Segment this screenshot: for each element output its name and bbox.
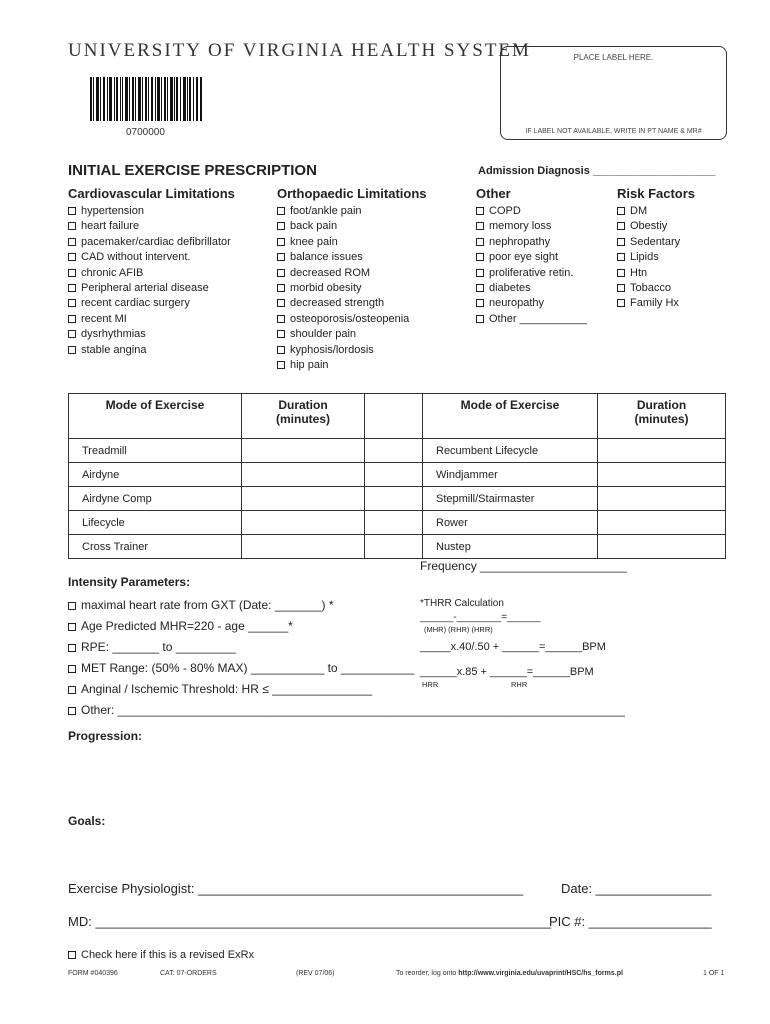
checkbox-icon[interactable] xyxy=(68,238,76,246)
revised-checkbox-item[interactable] xyxy=(68,949,254,961)
intensity-label: Other: ____________________________________________________________________________ xyxy=(81,703,625,717)
mode-cell: Windjammer xyxy=(423,463,598,487)
checkbox-label: Obestiy xyxy=(630,220,668,233)
md-signature-field[interactable]: MD: _______________________________________________________________ xyxy=(68,914,551,929)
label-box-instruction: PLACE LABEL HERE. xyxy=(573,53,654,62)
checkbox-label: decreased ROM xyxy=(290,266,371,279)
checkbox-icon[interactable] xyxy=(277,253,285,261)
checkbox-icon[interactable] xyxy=(68,284,76,292)
checkbox-item[interactable] xyxy=(68,281,231,296)
checkbox-item[interactable] xyxy=(277,312,409,327)
pic-field[interactable]: PIC #: _________________ xyxy=(549,914,712,929)
checkbox-label: recent cardiac surgery xyxy=(81,297,190,310)
checkbox-icon[interactable] xyxy=(68,602,76,610)
checkbox-item[interactable] xyxy=(68,250,231,265)
checkbox-icon[interactable] xyxy=(617,299,625,307)
checkbox-item[interactable] xyxy=(617,235,680,250)
duration-input[interactable] xyxy=(242,439,365,463)
checkbox-label: diabetes xyxy=(489,282,531,295)
intensity-item-age-mhr[interactable] xyxy=(68,619,293,633)
checkbox-label: morbid obesity xyxy=(290,282,362,295)
checkbox-icon[interactable] xyxy=(68,299,76,307)
mode-cell: Airdyne xyxy=(69,463,242,487)
checkbox-label: COPD xyxy=(489,205,521,217)
checkbox-icon[interactable] xyxy=(277,269,285,277)
checkbox-item[interactable] xyxy=(68,296,231,311)
checkbox-icon[interactable] xyxy=(277,315,285,323)
checkbox-item[interactable] xyxy=(476,204,587,219)
duration-header-left: Duration (minutes) xyxy=(242,394,365,439)
barcode-icon xyxy=(90,77,202,121)
checkbox-label: poor eye sight xyxy=(489,251,559,264)
table-row xyxy=(69,487,726,511)
checkbox-icon[interactable] xyxy=(68,253,76,261)
duration-input[interactable] xyxy=(598,511,726,535)
checkbox-icon[interactable] xyxy=(68,315,76,323)
checkbox-item[interactable] xyxy=(476,266,587,281)
checkbox-label: recent MI xyxy=(81,312,127,325)
checkbox-item[interactable] xyxy=(277,327,409,342)
duration-input[interactable] xyxy=(598,439,726,463)
cardio-list xyxy=(68,204,231,358)
checkbox-label: Lipids xyxy=(630,251,659,264)
progression-heading: Progression: xyxy=(68,729,143,743)
checkbox-item[interactable] xyxy=(68,343,231,358)
intensity-item-met[interactable] xyxy=(68,661,414,675)
duration-input[interactable] xyxy=(242,535,365,559)
intensity-item-anginal[interactable] xyxy=(68,682,372,696)
mode-cell: Nustep xyxy=(423,535,598,559)
checkbox-label: neuropathy xyxy=(489,297,545,310)
duration-input[interactable] xyxy=(598,487,726,511)
checkbox-icon[interactable] xyxy=(617,284,625,292)
checkbox-item[interactable] xyxy=(68,266,231,281)
mode-cell: Treadmill xyxy=(69,439,242,463)
checkbox-icon[interactable] xyxy=(476,299,484,307)
duration-input[interactable] xyxy=(598,463,726,487)
checkbox-label: proliferative retin. xyxy=(489,266,574,279)
thrr-line1-labels: (MHR) (RHR) (HRR) xyxy=(424,625,493,634)
checkbox-label: hip pain xyxy=(290,359,329,372)
intensity-label: Anginal / Ischemic Threshold: HR ≤ _______________ xyxy=(81,682,373,696)
checkbox-icon[interactable] xyxy=(277,346,285,354)
mode-cell: Stepmill/Stairmaster xyxy=(423,487,598,511)
checkbox-icon[interactable] xyxy=(617,253,625,261)
checkbox-label: back pain xyxy=(290,220,338,233)
table-header-row xyxy=(69,394,726,439)
intensity-label: MET Range: (50% - 80% MAX) ___________ to ___________ xyxy=(81,661,415,675)
checkbox-icon[interactable] xyxy=(68,207,76,215)
checkbox-item[interactable] xyxy=(277,219,409,234)
spacer-cell xyxy=(365,394,423,439)
checkbox-label: hypertension xyxy=(81,205,144,217)
spacer-cell xyxy=(365,463,423,487)
checkbox-item[interactable] xyxy=(68,219,231,234)
checkbox-icon[interactable] xyxy=(476,253,484,261)
checkbox-icon[interactable] xyxy=(617,207,625,215)
checkbox-icon[interactable] xyxy=(68,222,76,230)
checkbox-item[interactable] xyxy=(277,250,409,265)
thrr-line3[interactable]: ______x.85 + ______=______BPM xyxy=(420,666,594,678)
checkbox-label: CAD without intervent. xyxy=(81,251,191,264)
checkbox-item[interactable] xyxy=(617,250,680,265)
checkbox-item[interactable] xyxy=(277,343,409,358)
barcode-number: 0700000 xyxy=(126,127,165,138)
checkbox-label: memory loss xyxy=(489,220,552,233)
checkbox-icon[interactable] xyxy=(476,269,484,277)
checkbox-item[interactable] xyxy=(277,204,409,219)
checkbox-item[interactable] xyxy=(68,327,231,342)
checkbox-label: dysrhythmias xyxy=(81,328,146,341)
checkbox-icon[interactable] xyxy=(68,269,76,277)
checkbox-item[interactable] xyxy=(277,266,409,281)
ortho-heading: Orthopaedic Limitations xyxy=(277,186,427,201)
footer-revision: (REV 07/06) xyxy=(296,970,335,977)
checkbox-item[interactable] xyxy=(617,281,680,296)
checkbox-label: heart failure xyxy=(81,220,140,233)
ortho-list xyxy=(277,204,409,373)
thrr-rhr-label: RHR xyxy=(511,680,528,689)
checkbox-icon[interactable] xyxy=(476,284,484,292)
thrr-hrr-label: HRR xyxy=(422,680,439,689)
checkbox-icon[interactable] xyxy=(277,361,285,369)
checkbox-item[interactable] xyxy=(277,235,409,250)
spacer-cell xyxy=(365,487,423,511)
checkbox-item[interactable] xyxy=(476,312,587,327)
risk-list xyxy=(617,204,680,312)
checkbox-label: balance issues xyxy=(290,251,363,264)
checkbox-item[interactable] xyxy=(277,281,409,296)
checkbox-label: kyphosis/lordosis xyxy=(290,343,374,356)
duration-input[interactable] xyxy=(598,535,726,559)
checkbox-item[interactable] xyxy=(277,358,409,373)
form-title: INITIAL EXERCISE PRESCRIPTION xyxy=(68,162,317,179)
checkbox-icon[interactable] xyxy=(68,686,76,694)
checkbox-icon[interactable] xyxy=(277,238,285,246)
other-heading: Other xyxy=(476,186,511,201)
checkbox-item[interactable] xyxy=(617,266,680,281)
mode-cell: Rower xyxy=(423,511,598,535)
patient-label-box xyxy=(500,46,727,140)
checkbox-icon[interactable] xyxy=(277,207,285,215)
physiologist-signature-field[interactable]: Exercise Physiologist: _____________________________________________ xyxy=(68,881,524,896)
duration-input[interactable] xyxy=(242,511,365,535)
cardio-heading: Cardiovascular Limitations xyxy=(68,186,235,201)
checkbox-label: osteoporosis/osteopenia xyxy=(290,312,410,325)
checkbox-label: foot/ankle pain xyxy=(290,205,362,217)
spacer-cell xyxy=(365,511,423,535)
intensity-heading: Intensity Parameters: xyxy=(68,575,191,589)
intensity-label: Age Predicted MHR=220 - age ______* xyxy=(81,619,293,633)
intensity-label: RPE: _______ to _________ xyxy=(81,640,236,654)
checkbox-icon[interactable] xyxy=(68,951,76,959)
checkbox-label: chronic AFIB xyxy=(81,266,144,279)
frequency-field[interactable]: Frequency ______________________ xyxy=(420,559,627,573)
footer-form-number: FORM #040396 xyxy=(68,970,118,977)
mode-cell: Cross Trainer xyxy=(69,535,242,559)
label-box-fallback: IF LABEL NOT AVAILABLE, WRITE IN PT NAME & MR# xyxy=(525,128,702,135)
checkbox-icon[interactable] xyxy=(476,222,484,230)
checkbox-icon[interactable] xyxy=(68,644,76,652)
risk-heading: Risk Factors xyxy=(617,186,696,201)
footer-reorder: To reorder, log onto http://www.virginia.edu/uvaprint/HSC/hs_forms.pl xyxy=(396,970,623,977)
checkbox-item[interactable] xyxy=(277,296,409,311)
checkbox-item[interactable] xyxy=(617,219,680,234)
checkbox-label: Sedentary xyxy=(630,235,681,248)
checkbox-item[interactable] xyxy=(476,219,587,234)
checkbox-label: knee pain xyxy=(290,235,338,248)
checkbox-icon[interactable] xyxy=(68,665,76,673)
checkbox-label: Tobacco xyxy=(630,282,671,295)
duration-input[interactable] xyxy=(242,487,365,511)
checkbox-label: Htn xyxy=(630,266,648,279)
thrr-line1[interactable]: ______-________=______ xyxy=(420,612,541,623)
footer-page: 1 OF 1 xyxy=(703,970,725,977)
thrr-line2[interactable]: _____x.40/.50 + ______=______BPM xyxy=(420,641,606,653)
date-field[interactable]: Date: ________________ xyxy=(561,881,712,896)
checkbox-icon[interactable] xyxy=(68,330,76,338)
checkbox-icon[interactable] xyxy=(617,238,625,246)
table-row xyxy=(69,463,726,487)
checkbox-icon[interactable] xyxy=(277,330,285,338)
checkbox-item[interactable] xyxy=(68,312,231,327)
exercise-table xyxy=(68,393,726,559)
checkbox-item[interactable] xyxy=(476,250,587,265)
intensity-item-rpe[interactable] xyxy=(68,640,236,654)
footer-category: CAT: 07-ORDERS xyxy=(160,970,217,977)
goals-heading: Goals: xyxy=(68,814,106,828)
checkbox-item[interactable] xyxy=(68,204,231,219)
checkbox-label: Other ___________ xyxy=(489,312,587,325)
checkbox-icon[interactable] xyxy=(277,299,285,307)
checkbox-icon[interactable] xyxy=(476,238,484,246)
checkbox-label: DM xyxy=(630,205,648,217)
duration-input[interactable] xyxy=(242,463,365,487)
intensity-item-gxt[interactable] xyxy=(68,598,334,612)
intensity-item-other[interactable] xyxy=(68,703,625,717)
table-row xyxy=(69,511,726,535)
checkbox-icon[interactable] xyxy=(277,222,285,230)
table-row xyxy=(69,439,726,463)
revised-label: Check here if this is a revised ExRx xyxy=(81,949,255,961)
mode-cell: Lifecycle xyxy=(69,511,242,535)
checkbox-label: pacemaker/cardiac defibrillator xyxy=(81,235,231,248)
table-row xyxy=(69,535,726,559)
checkbox-icon[interactable] xyxy=(476,207,484,215)
checkbox-label: decreased strength xyxy=(290,297,385,310)
reorder-link[interactable]: http://www.virginia.edu/uvaprint/HSC/hs_forms.pl xyxy=(458,970,623,977)
spacer-cell xyxy=(365,535,423,559)
checkbox-icon[interactable] xyxy=(68,346,76,354)
other-list xyxy=(476,204,587,327)
checkbox-item[interactable] xyxy=(68,235,231,250)
checkbox-item[interactable] xyxy=(476,281,587,296)
checkbox-icon[interactable] xyxy=(476,315,484,323)
checkbox-item[interactable] xyxy=(476,235,587,250)
checkbox-icon[interactable] xyxy=(617,269,625,277)
spacer-cell xyxy=(365,439,423,463)
checkbox-icon[interactable] xyxy=(617,222,625,230)
checkbox-item[interactable] xyxy=(617,204,680,219)
checkbox-item[interactable] xyxy=(476,296,587,311)
duration-header-right: Duration (minutes) xyxy=(598,394,726,439)
checkbox-item[interactable] xyxy=(617,296,680,311)
checkbox-label: Family Hx xyxy=(630,297,679,310)
checkbox-label: stable angina xyxy=(81,343,147,356)
mode-header-left: Mode of Exercise xyxy=(69,394,242,439)
mode-cell: Airdyne Comp xyxy=(69,487,242,511)
thrr-title: *THRR Calculation xyxy=(420,598,504,609)
checkbox-icon[interactable] xyxy=(277,284,285,292)
mode-cell: Recumbent Lifecycle xyxy=(423,439,598,463)
mode-header-right: Mode of Exercise xyxy=(423,394,598,439)
admission-diagnosis-field[interactable]: Admission Diagnosis ____________________ xyxy=(478,165,716,177)
checkbox-label: Peripheral arterial disease xyxy=(81,282,209,295)
checkbox-icon[interactable] xyxy=(68,623,76,631)
checkbox-icon[interactable] xyxy=(68,707,76,715)
checkbox-label: shoulder pain xyxy=(290,328,357,341)
checkbox-label: nephropathy xyxy=(489,235,551,248)
org-title: UNIVERSITY OF VIRGINIA HEALTH SYSTEM xyxy=(68,40,531,61)
intensity-label: maximal heart rate from GXT (Date: _______) * xyxy=(81,598,334,612)
